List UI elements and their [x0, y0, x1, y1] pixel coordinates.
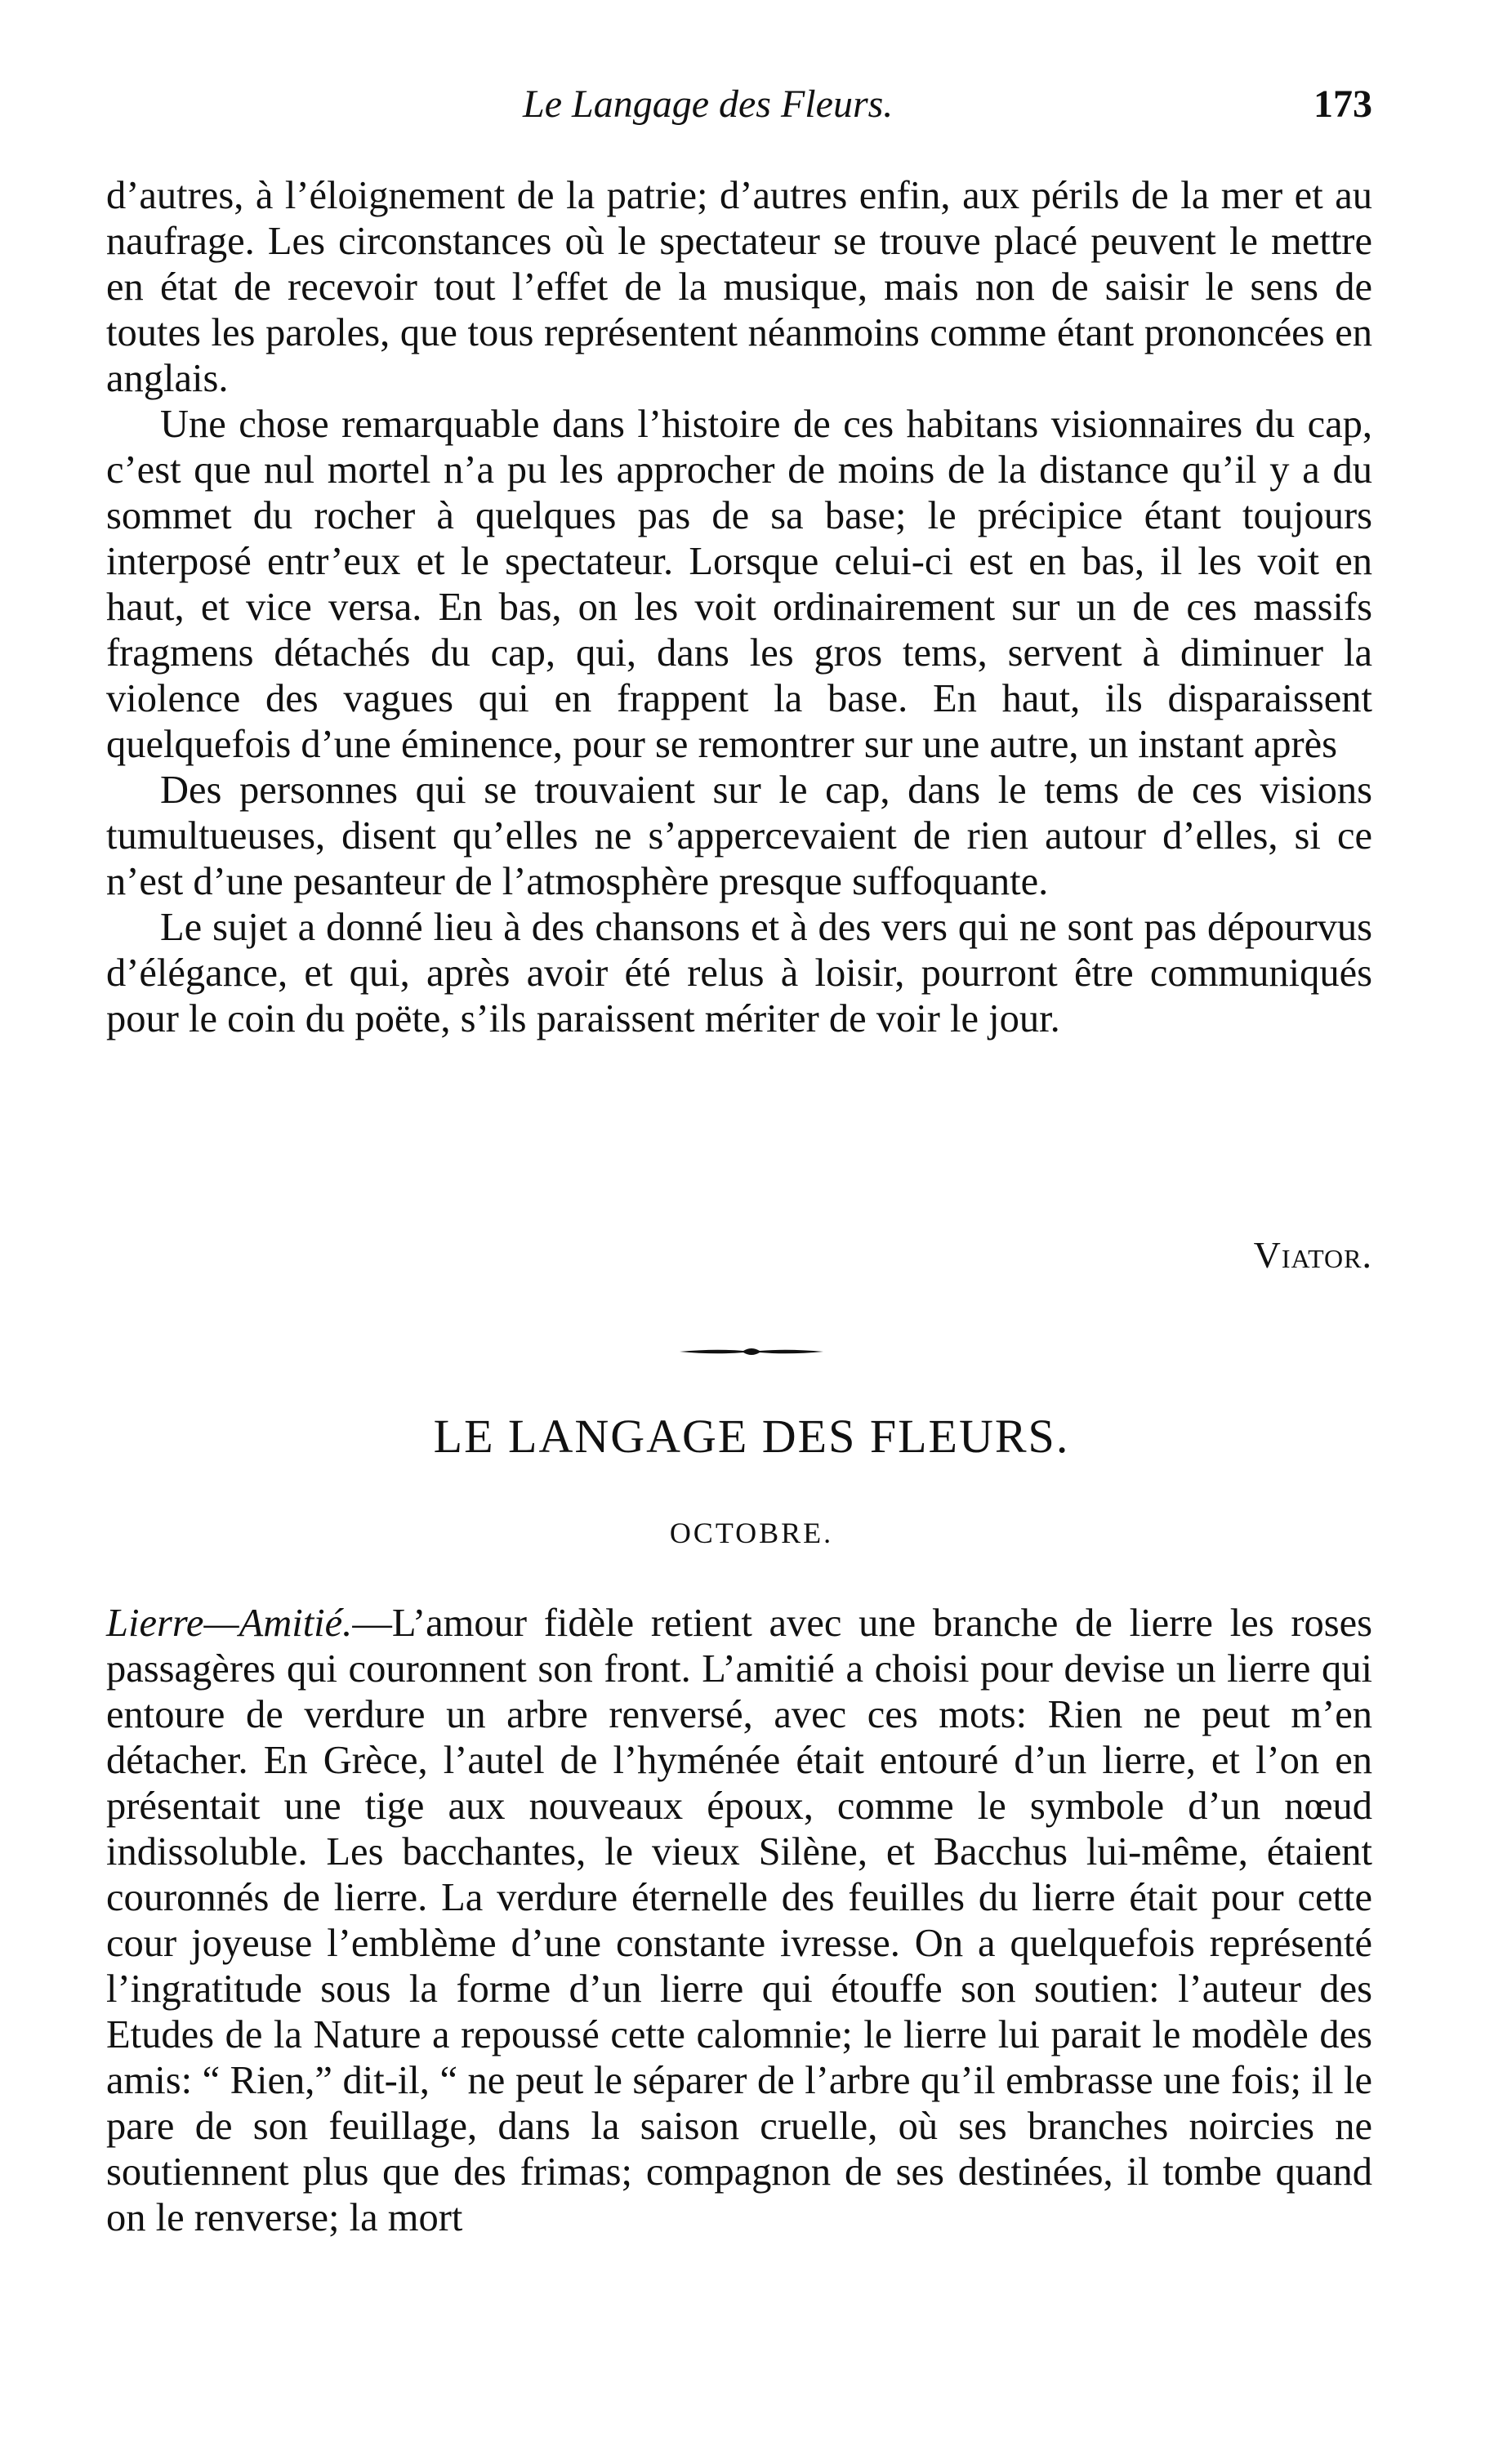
entry-lead: Lierre—Amitié.	[106, 1602, 353, 1645]
paragraph: Une chose remarquable dans l’histoire de ces habitans visionnaires du cap, c’est que nul mortel n’a pu les approcher de moins de la distance qu’il y a du sommet du rocher à quelques pas de sa base; le précipice étant toujours interposé entr’eux et le spectateur. Lorsque celui-ci est en bas, il les voit en haut, et vice versa. En bas, on les voit ordinairement sur un de ces massifs fragmens détachés du cap, qui, dans les gros tems, servent à diminuer la violence des vagues qui en frappent la base. En haut, ils disparaissent quelquefois d’une éminence, pour se remontrer sur une autre, un instant après	[106, 403, 1372, 766]
article-subtitle-month: OCTOBRE.	[669, 1517, 834, 1549]
ornament-flourish-icon	[678, 1346, 825, 1357]
paragraph	[106, 1601, 1372, 2241]
page-header	[106, 82, 1372, 139]
paragraph: d’autres, à l’éloignement de la patrie; d’autres enfin, aux périls de la mer et au naufrage. Les circonstances où le spectateur se trouve placé peuvent le mettre en état de recevoir tout l’effet de la musique, mais non de saisir le sens de toutes les paroles, que tous représentent néanmoins comme étant prononcées en anglais.	[106, 174, 1372, 400]
paragraph: Le sujet a donné lieu à des chansons et à des vers qui ne sont pas dépourvus d’élégance, et qui, après avoir été relus à loisir, pourront être communiqués pour le coin du poëte, s’ils paraissent mériter de voir le jour.	[106, 906, 1372, 1040]
section-divider-ornament	[0, 1346, 1503, 1357]
paragraph: Des personnes qui se trouvaient sur le cap, dans le tems de ces visions tumultueuses, disent qu’elles ne s’appercevaient de rien autour d’elles, si ce n’est d’une pesanteur de l’atmosphère presque suffoquante.	[106, 769, 1372, 903]
article-title: LE LANGAGE DES FLEURS.	[433, 1410, 1070, 1463]
running-title: Le Langage des Fleurs.	[523, 82, 894, 126]
author-signature: Viator.	[1253, 1234, 1372, 1276]
article-text	[106, 1601, 1372, 2241]
page-number: 173	[1313, 82, 1372, 126]
entry-body: —L’amour fidèle retient avec une branche de lierre les roses passagères qui couronnent son front. L’amitié a choisi pour devise un lierre qui entoure de verdure un arbre renversé, avec ces mots: Rien ne peut m’en détacher. En Grèce, l’autel de l’hyménée était entouré d’un lierre, et l’on en présentait une tige aux nouveaux époux, comme le symbole d’un nœud indissoluble. Les bacchantes, le vieux Silène, et Bacchus lui-même, étaient couronnés de lierre. La verdure éternelle des feuilles du lierre était pour cette cour joyeuse l’emblème d’une constante ivresse. On a quelquefois représenté l’ingratitude sous la forme d’un lierre qui étouffe son soutien: l’auteur des Etudes de la Nature a repoussé cette calomnie; le lierre lui parait le modèle des amis: “ Rien,” dit-il, “ ne peut le séparer de l’arbre qu’il embrasse une fois; il le pare de son feuillage, dans la saison cruelle, où ses branches noircies ne soutiennent plus que des frimas; compagnon de ses destinées, il tombe quand on le renverse; la mort	[106, 1602, 1372, 2239]
previous-article-text	[106, 173, 1372, 1042]
